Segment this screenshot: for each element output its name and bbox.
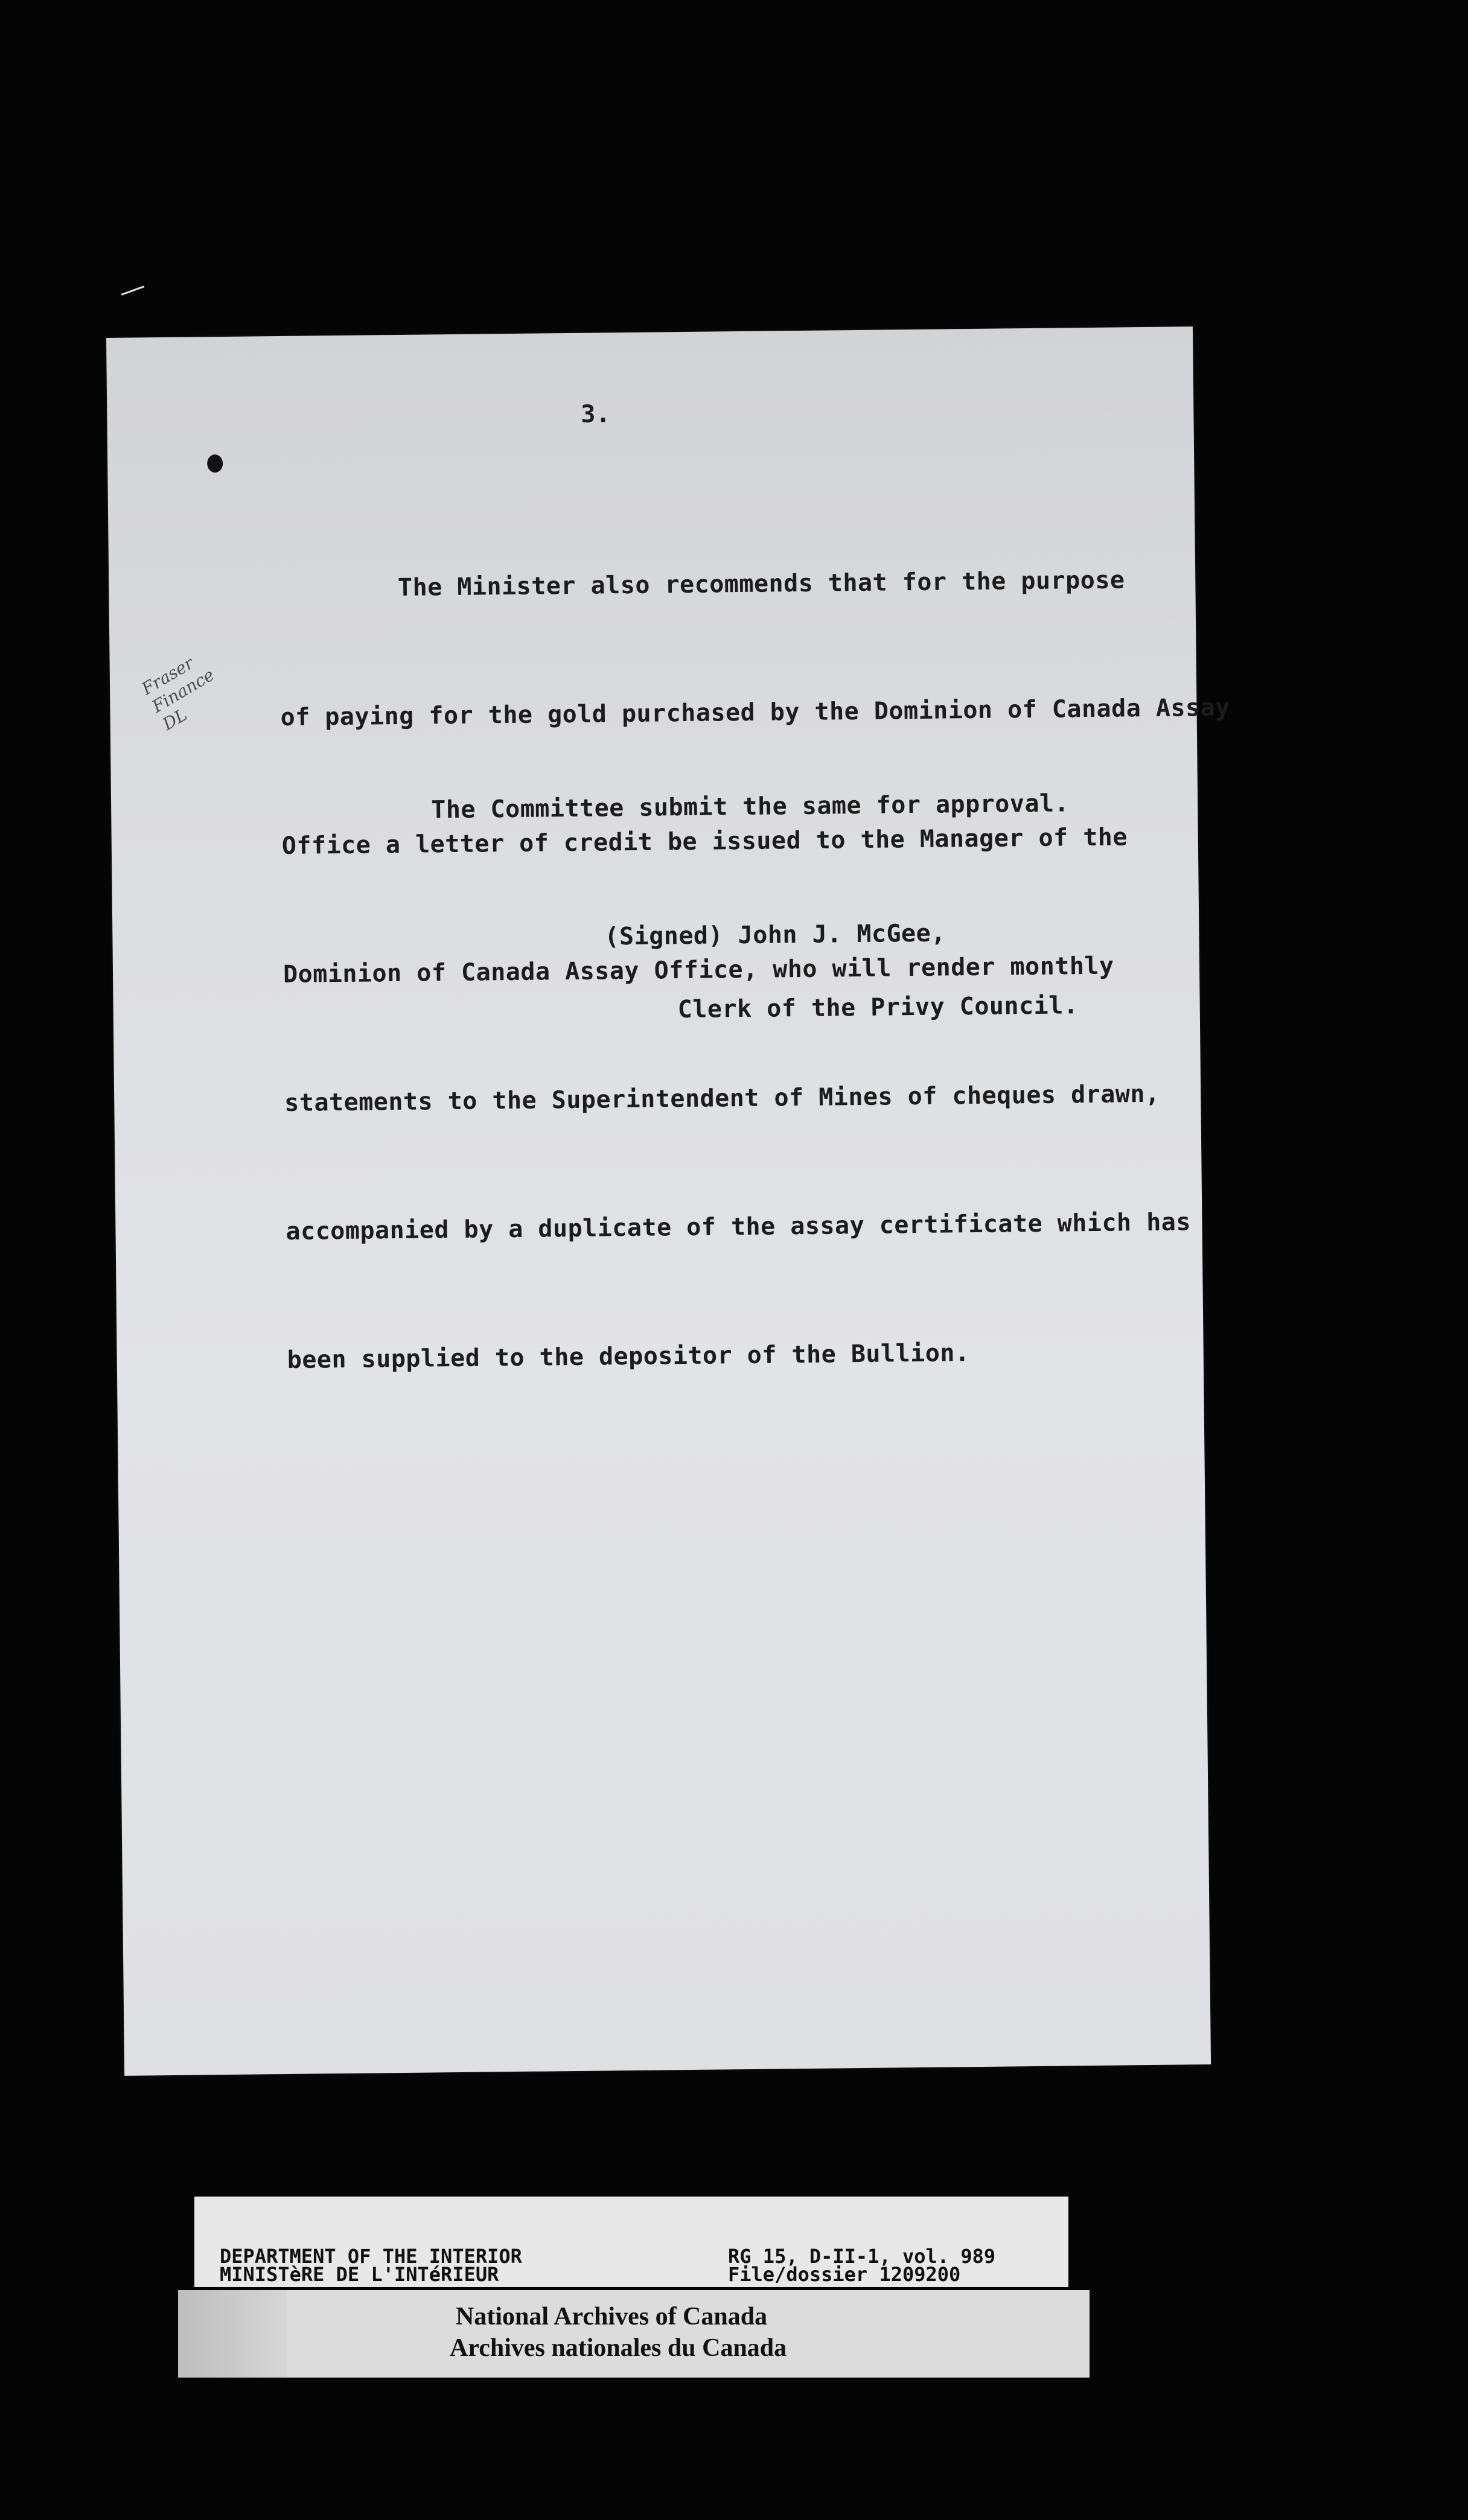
archives-name-fr: Archives nationales du Canada (450, 2334, 787, 2362)
page-number: 3. (581, 400, 611, 428)
paper-edge-mark (121, 285, 145, 295)
file-reference: File/dossier 1209200 (728, 2263, 961, 2286)
handwritten-margin-note: Fraser Finance DL (138, 653, 218, 734)
archives-name-en: National Archives of Canada (456, 2303, 768, 2331)
paragraph-line: statements to the Superintendent of Mines of cheques drawn, (284, 1080, 1160, 1117)
clerk-title: Clerk of the Privy Council. (677, 991, 1079, 1024)
paragraph-line: Office a letter of credit be issued to the Manager of the (281, 823, 1128, 860)
paragraph-line: The Minister also recommends that for the purpose (279, 566, 1125, 603)
paragraph-line: of paying for the gold purchased by the Dominion of Canada Assay (280, 693, 1231, 732)
committee-line: The Committee submit the same for approval. (430, 789, 1070, 824)
department-fr: MINISTèRE DE L'INTéRIEUR (220, 2263, 499, 2286)
signature-line: (Signed) John J. McGee, (604, 919, 946, 951)
label-stripe (178, 2290, 287, 2378)
paragraph-line: been supplied to the depositor of the Bullion. (287, 1339, 970, 1374)
paragraph-line: Dominion of Canada Assay Office, who will render monthly (282, 952, 1114, 988)
department-label (194, 2197, 1068, 2287)
body-paragraph (278, 472, 1238, 1468)
document-page (106, 326, 1231, 2076)
department-en: DEPARTMENT OF THE INTERIOR (220, 2245, 522, 2268)
rg-reference: RG 15, D-II-1, vol. 989 (728, 2245, 996, 2268)
archives-label (178, 2290, 1090, 2378)
punch-hole (207, 454, 223, 472)
paragraph-line: accompanied by a duplicate of the assay certificate which has (286, 1208, 1192, 1246)
